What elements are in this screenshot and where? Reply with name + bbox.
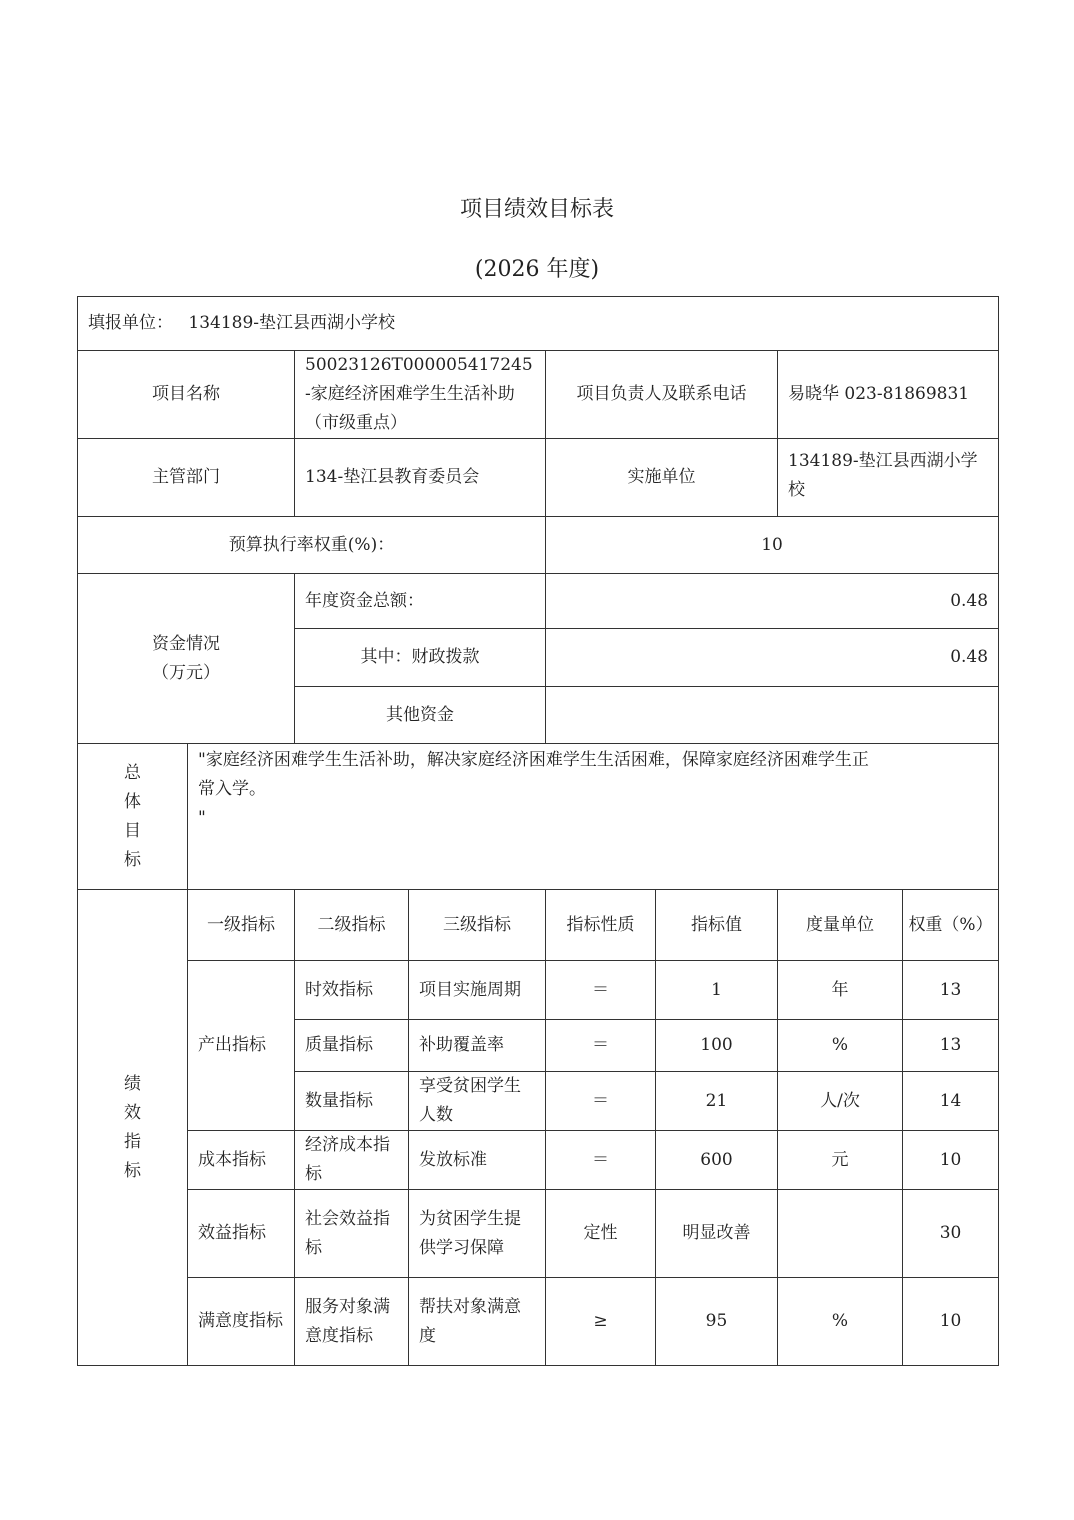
reporting-unit-value: 134189-垫江县西湖小学校 bbox=[188, 313, 396, 333]
header-unit: 度量单位 bbox=[778, 890, 903, 961]
row-level2: 社会效益指标 bbox=[295, 1190, 409, 1278]
row-value: 600 bbox=[656, 1131, 778, 1190]
table-row bbox=[78, 961, 999, 1020]
row-unit: 人/次 bbox=[778, 1072, 903, 1131]
row-level3: 为贫困学生提供学习保障 bbox=[409, 1190, 546, 1278]
fiscal-funds-value: 0.48 bbox=[546, 629, 999, 687]
funds-label-line1: 资金情况 bbox=[152, 633, 220, 654]
row-level2: 数量指标 bbox=[295, 1072, 409, 1131]
row-nature: 定性 bbox=[546, 1190, 656, 1278]
row-weight: 13 bbox=[903, 961, 999, 1020]
overall-goal-label: 总 体 目 标 bbox=[78, 744, 188, 890]
document-year: (2026 年度) bbox=[474, 257, 600, 282]
row-value: 21 bbox=[656, 1072, 778, 1131]
row-weight: 10 bbox=[903, 1278, 999, 1366]
row-unit: % bbox=[778, 1278, 903, 1366]
performance-indicators-label: 绩 效 指 标 bbox=[78, 890, 188, 1366]
row-weight: 13 bbox=[903, 1020, 999, 1072]
funds-label-line2: （万元） bbox=[152, 662, 220, 683]
row-level3: 发放标准 bbox=[409, 1131, 546, 1190]
reporting-unit-label: 填报单位： bbox=[88, 313, 173, 333]
implementing-unit-value: 134189-垫江县西湖小学校 bbox=[778, 439, 999, 517]
fiscal-funds-label: 其中：财政拨款 bbox=[295, 629, 546, 687]
document-title: 项目绩效目标表 bbox=[459, 197, 614, 222]
row-nature: ≥ bbox=[546, 1278, 656, 1366]
header-level1: 一级指标 bbox=[188, 890, 295, 961]
level1-benefit: 效益指标 bbox=[188, 1190, 295, 1278]
annual-funds-value: 0.48 bbox=[546, 574, 999, 629]
row-level3: 享受贫困学生人数 bbox=[409, 1072, 546, 1131]
project-name-value: 50023126T000005417245-家庭经济困难学生生活补助（市级重点） bbox=[295, 351, 546, 439]
reporting-unit-cell bbox=[78, 297, 999, 351]
level1-cost: 成本指标 bbox=[188, 1131, 295, 1190]
header-level2: 二级指标 bbox=[295, 890, 409, 961]
other-funds-label: 其他资金 bbox=[295, 687, 546, 744]
row-nature: ＝ bbox=[546, 1072, 656, 1131]
row-level3: 补助覆盖率 bbox=[409, 1020, 546, 1072]
row-unit: 元 bbox=[778, 1131, 903, 1190]
row-value: 明显改善 bbox=[656, 1190, 778, 1278]
row-weight: 30 bbox=[903, 1190, 999, 1278]
row-nature: ＝ bbox=[546, 961, 656, 1020]
header-value: 指标值 bbox=[656, 890, 778, 961]
table-row bbox=[78, 1278, 999, 1366]
project-name-label: 项目名称 bbox=[78, 351, 295, 439]
row-weight: 10 bbox=[903, 1131, 999, 1190]
table-row bbox=[78, 1190, 999, 1278]
performance-goal-table bbox=[77, 296, 999, 1366]
project-leader-label: 项目负责人及联系电话 bbox=[546, 351, 778, 439]
header-nature: 指标性质 bbox=[546, 890, 656, 961]
row-nature: ＝ bbox=[546, 1020, 656, 1072]
overall-goal-text: "家庭经济困难学生生活补助，解决家庭经济困难学生生活困难，保障家庭经济困难学生正 常入学。 " bbox=[188, 744, 999, 890]
row-unit: % bbox=[778, 1020, 903, 1072]
row-value: 100 bbox=[656, 1020, 778, 1072]
budget-rate-value: 10 bbox=[546, 517, 999, 574]
row-level3: 项目实施周期 bbox=[409, 961, 546, 1020]
level1-output: 产出指标 bbox=[188, 961, 295, 1131]
row-weight: 14 bbox=[903, 1072, 999, 1131]
annual-funds-label: 年度资金总额： bbox=[295, 574, 546, 629]
header-weight: 权重（%） bbox=[903, 890, 999, 961]
header-level3: 三级指标 bbox=[409, 890, 546, 961]
row-value: 1 bbox=[656, 961, 778, 1020]
row-unit: 年 bbox=[778, 961, 903, 1020]
level1-satisfaction: 满意度指标 bbox=[188, 1278, 295, 1366]
budget-rate-label: 预算执行率权重(%)： bbox=[78, 517, 546, 574]
project-leader-value: 易晓华 023-81869831 bbox=[778, 351, 999, 439]
row-level2: 时效指标 bbox=[295, 961, 409, 1020]
implementing-unit-label: 实施单位 bbox=[546, 439, 778, 517]
row-nature: ＝ bbox=[546, 1131, 656, 1190]
other-funds-value bbox=[546, 687, 999, 744]
department-label: 主管部门 bbox=[78, 439, 295, 517]
table-row bbox=[78, 1131, 999, 1190]
row-level2: 服务对象满意度指标 bbox=[295, 1278, 409, 1366]
row-level3: 帮扶对象满意度 bbox=[409, 1278, 546, 1366]
row-level2: 质量指标 bbox=[295, 1020, 409, 1072]
department-value: 134-垫江县教育委员会 bbox=[295, 439, 546, 517]
row-unit bbox=[778, 1190, 903, 1278]
row-value: 95 bbox=[656, 1278, 778, 1366]
row-level2: 经济成本指标 bbox=[295, 1131, 409, 1190]
funds-label bbox=[78, 574, 295, 744]
